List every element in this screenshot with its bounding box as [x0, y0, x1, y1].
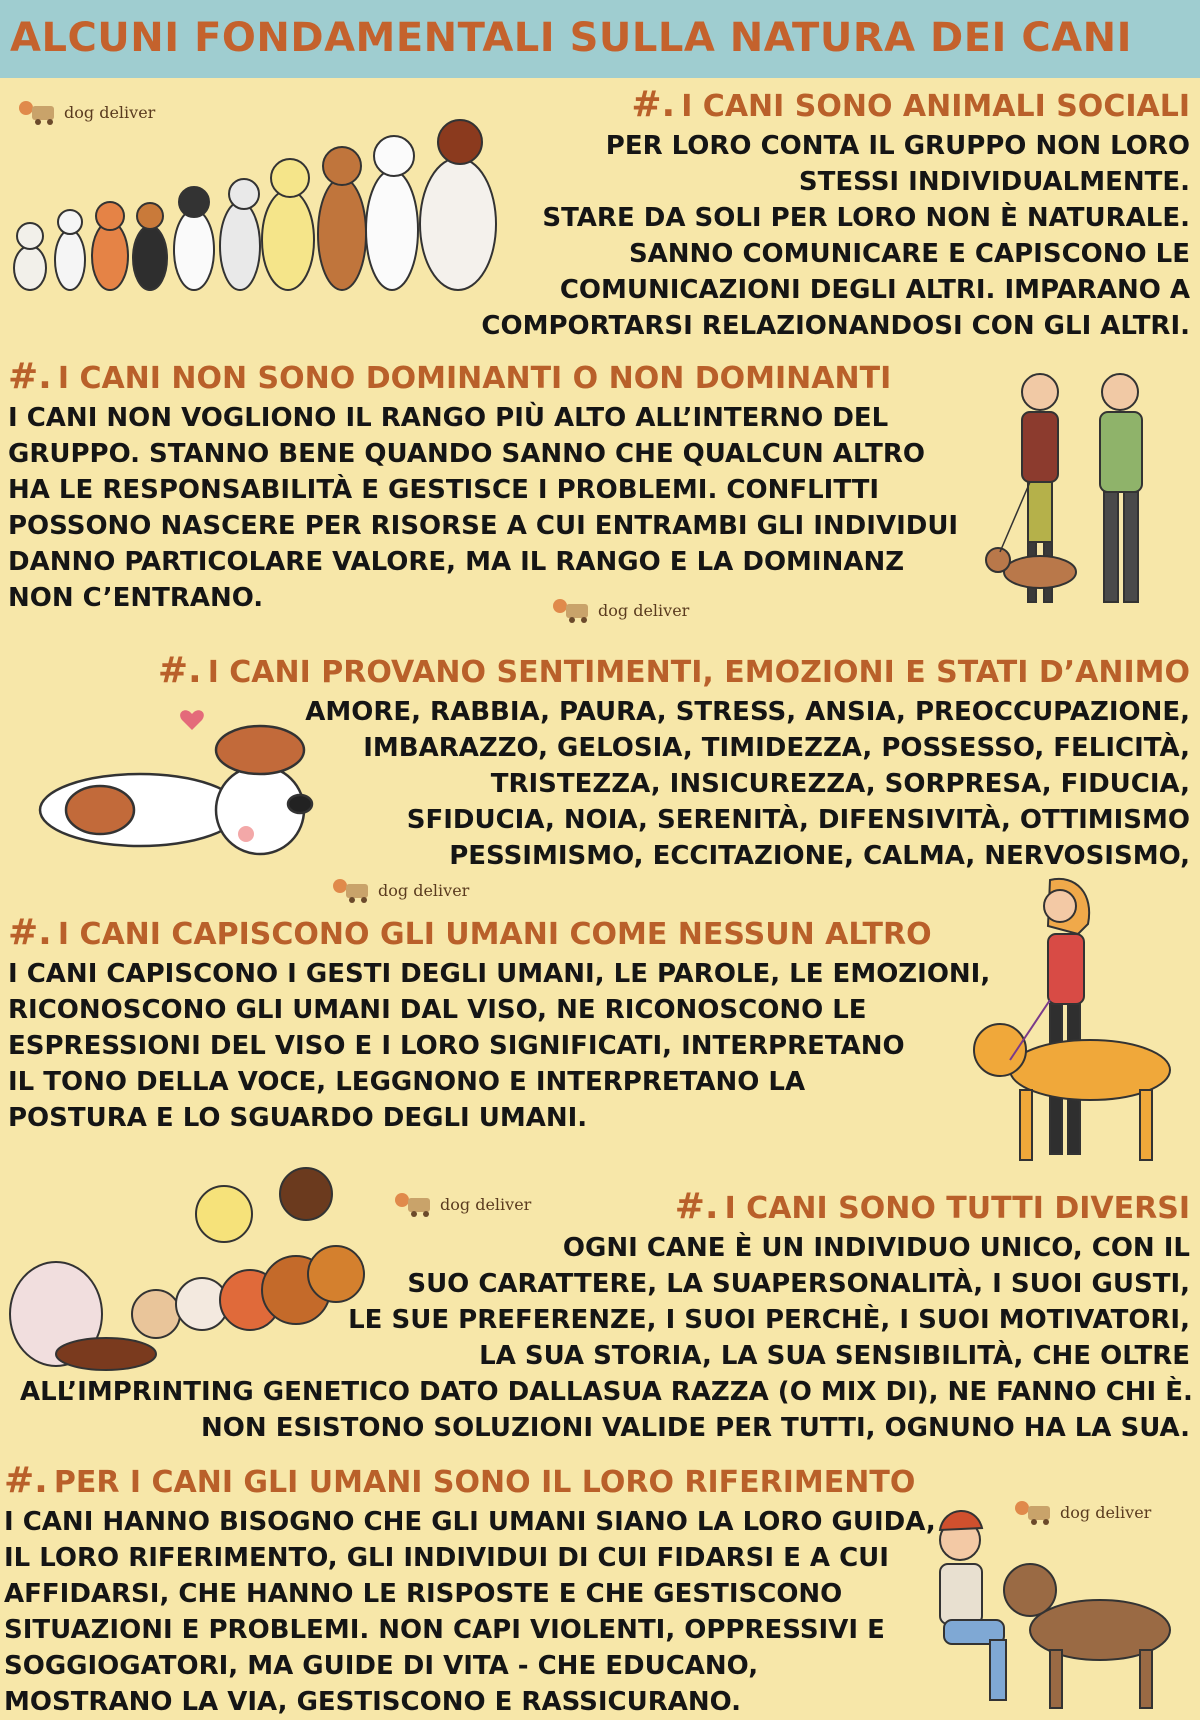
- couple-walking-dog-illustration: [970, 362, 1190, 632]
- section-all-different: [20, 1186, 1193, 1446]
- dog-deliver-logo: dog deliver: [1012, 1498, 1151, 1526]
- section-heading: #. I CANI SONO ANIMALI SOCIALI: [631, 84, 1190, 125]
- section-heading: #. PER I CANI GLI UMANI SONO IL LORO RIFERIMENTO: [4, 1460, 916, 1501]
- logo-mark-icon: [330, 876, 372, 904]
- header-banner: [0, 0, 1200, 78]
- section-understand-humans: [8, 912, 998, 1136]
- heart-icon: [180, 710, 204, 730]
- sleeping-beagle-illustration: [20, 700, 320, 880]
- section-body: I CANI NON VOGLIONO IL RANGO PIÙ ALTO ALL’INTERNO DEL GRUPPO. STANNO BENE QUANDO SANNO CHE QUALCUN ALTRO HA LE RESPONSABILITÀ E GESTISCE I PROBLEMI. CONFLITTI POSSONO NASCERE PER RISORSE A CUI ENTRAMBI GLI INDIVIDUI DANNO PARTICOLARE VALORE, MA IL RANGO E LA DOMINANZ NON C’ENTRANO.: [8, 403, 959, 613]
- section-body: AMORE, RABBIA, PAURA, STRESS, ANSIA, PREOCCUPAZIONE, IMBARAZZO, GELOSIA, TIMIDEZZA, POSSESSO, FELICITÀ, TRISTEZZA, INSICUREZZA, SORPRESA, FIDUCIA, SFIDUCIA, NOIA, SERENITÀ, DIFENSIVITÀ, OTTIMISMO PESSIMISMO, ECCITAZIONE, CALMA, NERVOSISMO,: [305, 697, 1190, 871]
- dog-deliver-logo: dog deliver: [550, 596, 689, 624]
- girl-hugging-dog-illustration: [900, 1500, 1196, 1715]
- page-title: ALCUNI FONDAMENTALI SULLA NATURA DEI CANI: [10, 15, 1133, 61]
- section-dominance: [8, 356, 968, 616]
- section-social: [470, 84, 1190, 344]
- section-body: I CANI HANNO BISOGNO CHE GLI UMANI SIANO LA LORO GUIDA, IL LORO RIFERIMENTO, GLI INDIVIDUI DI CUI FIDARSI E A CUI AFFIDARSI, CHE HANNO LE RISPOSTE E CHE GESTISCONO SITUAZIONI E PROBLEMI. NON CAPI VIOLENTI, OPPRESSIVI E SOGGIOGATORI, MA GUIDE DI VITA - CHE EDUCANO, MOSTRANO LA VIA, GESTISCONO E RASSICURANO.: [4, 1507, 936, 1717]
- section-heading: #. I CANI NON SONO DOMINANTI O NON DOMINANTI: [8, 356, 892, 397]
- row-of-dogs-illustration: [8, 118, 508, 293]
- section-heading: #. I CANI SONO TUTTI DIVERSI: [674, 1186, 1190, 1227]
- dog-deliver-logo: dog deliver: [330, 876, 469, 904]
- section-humans-reference: [4, 1460, 964, 1720]
- section-heading: #. I CANI CAPISCONO GLI UMANI COME NESSUN ALTRO: [8, 912, 932, 953]
- dog-deliver-logo: dog deliver: [16, 98, 155, 126]
- section-heading: #. I CANI PROVANO SENTIMENTI, EMOZIONI E STATI D’ANIMO: [157, 650, 1190, 691]
- logo-mark-icon: [550, 596, 592, 624]
- section-body: OGNI CANE È UN INDIVIDUO UNICO, CON IL SUO CARATTERE, LA SUAPERSONALITÀ, I SUOI GUSTI, LE SUE PREFERENZE, I SUOI PERCHÈ, I SUOI MOTIVATORI, LA SUA STORIA, LA SUA SENSIBILITÀ, CHE OLTRE ALL’IMPRINTING GENETICO DATO DALLASUA RAZZA (O MIX DI), NE FANNO CHI È. NON ESISTONO SOLUZIONI VALIDE PER TUTTI, OGNUNO HA LA SUA.: [20, 1233, 1193, 1443]
- section-body: PER LORO CONTA IL GRUPPO NON LORO STESSI INDIVIDUALMENTE. STARE DA SOLI PER LORO NON È NATURALE. SANNO COMUNICARE E CAPISCONO LE COMUNICAZIONI DEGLI ALTRI. IMPARANO A COMPORTARSI RELAZIONANDOSI CON GLI ALTRI.: [481, 131, 1190, 341]
- section-body: I CANI CAPISCONO I GESTI DEGLI UMANI, LE PAROLE, LE EMOZIONI, RICONOSCONO GLI UMANI DAL VISO, NE RICONOSCONO LE ESPRESSIONI DEL VISO E I LORO SIGNIFICATI, INTERPRETANO IL TONO DELLA VOCE, LEGGNONO E INTERPRETANO LA POSTURA E LO SGUARDO DEGLI UMANI.: [8, 959, 991, 1133]
- woman-with-golden-dog-illustration: [960, 870, 1190, 1180]
- dog-deliver-logo: dog deliver: [392, 1190, 531, 1218]
